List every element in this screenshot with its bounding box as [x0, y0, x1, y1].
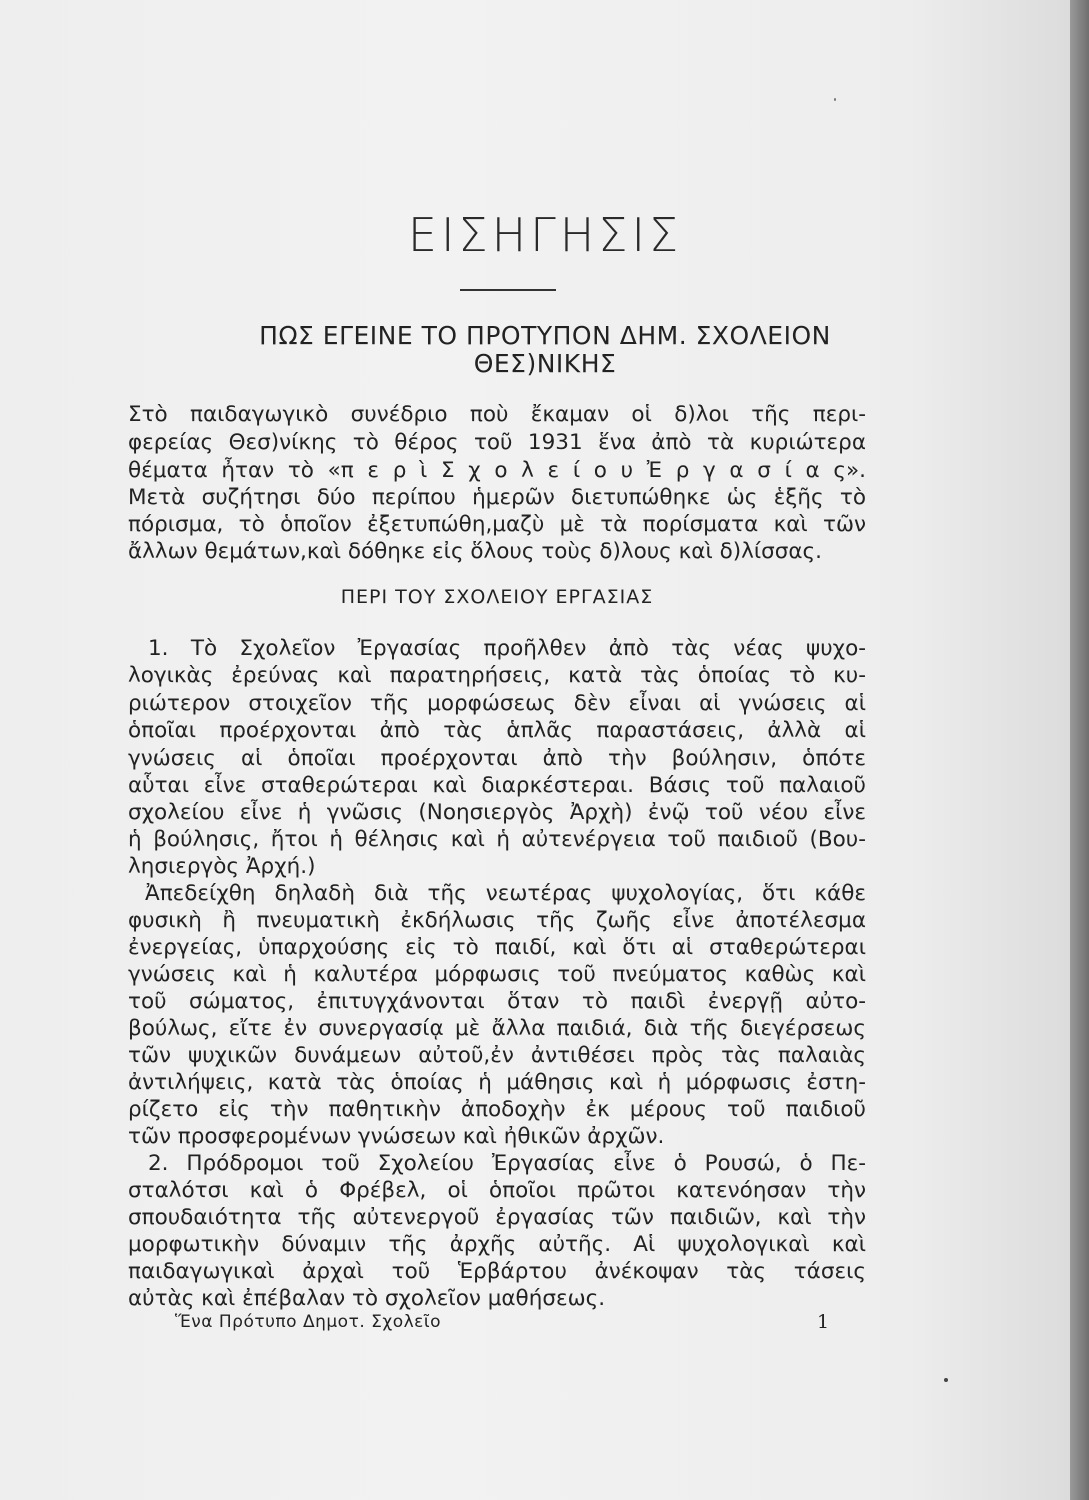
body-line: αὐτὰς καὶ ἐπέβαλαν τὸ σχολεῖον μαθήσεως. — [128, 1286, 606, 1311]
intro-line: ἄλλων θεμάτων,καὶ δόθηκε εἰς ὅλους τοὺς δ)λους καὶ δ)λίσσας. — [128, 539, 823, 564]
body-line: γνώσεις αἱ ὁποῖαι προέρχονται ἀπὸ τὴν βούλησιν, ὁπότε — [128, 746, 866, 771]
body-line: ὁποῖαι προέρχονται ἀπὸ τὰς ἁπλᾶς παραστάσεις, ἀλλὰ αἱ — [128, 718, 866, 743]
page-edge-shadow — [1070, 0, 1089, 1500]
section-heading: ΠΕΡΙ ΤΟΥ ΣΧΟΛΕΙΟΥ ΕΡΓΑΣΙΑΣ — [340, 586, 654, 608]
body-line: σχολείου εἶνε ἡ γνῶσις (Νοησιεργὸς Ἀρχὴ) ἐνῷ τοῦ νέου εἶνε — [128, 800, 866, 825]
page-number: 1 — [817, 1311, 830, 1333]
body-line: παιδαγωγικαὶ ἀρχαὶ τοῦ Ἑρβάρτου ἀνέκοψαν τὰς τάσεις — [128, 1259, 866, 1284]
body-line: γνώσεις καὶ ἡ καλυτέρα μόρφωσις τοῦ πνεύματος καθὼς καὶ — [128, 962, 866, 987]
body-line: λησιεργὸς Ἀρχή.) — [128, 854, 316, 879]
body-line: φυσικὴ ἢ πνευματικὴ ἐκδήλωσις τῆς ζωῆς εἶνε ἀποτέλεσμα — [128, 908, 866, 933]
body-line: αὗται εἶνε σταθερώτεραι καὶ διαρκέστεραι. Βάσις τοῦ παλαιοῦ — [128, 773, 866, 798]
body-line: μορφωτικὴν δύναμιν τῆς ἀρχῆς αὐτῆς. Αἱ ψυχολογικαὶ καὶ — [128, 1232, 866, 1257]
paper-speck — [944, 1378, 948, 1382]
subtitle-line-2: ΘΕΣ)ΝΙΚΗΣ — [473, 349, 617, 378]
body-line: τῶν ψυχικῶν δυνάμεων αὐτοῦ,ἐν ἀντιθέσει πρὸς τὰς παλαιὰς — [128, 1043, 866, 1068]
body-line: 1. Τὸ Σχολεῖον Ἐργασίας προῆλθεν ἀπὸ τὰς νέας ψυχο- — [148, 636, 866, 661]
subtitle-line-1: ΠΩΣ ΕΓΕΙΝΕ ΤΟ ΠΡΟΤΥΠΟΝ ΔΗΜ. ΣΧΟΛΕΙΟΝ — [259, 321, 831, 350]
body-line: ρίζετο εἰς τὴν παθητικὴν ἀποδοχὴν ἐκ μέρους τοῦ παιδιοῦ — [128, 1097, 866, 1122]
intro-line: Μετὰ συζήτησι δύο περίπου ἡμερῶν διετυπώθηκε ὡς ἑξῆς τὸ — [128, 485, 866, 510]
page-title: ΕΙΣΗΓΗΣΙΣ — [407, 208, 683, 262]
body-line: ἐνεργείας, ὑπαρχούσης εἰς τὸ παιδί, καὶ ὅτι αἱ σταθερώτεραι — [128, 935, 866, 960]
footer-signature: Ἕνα Πρότυπο Δημοτ. Σχολεῖο — [175, 1312, 441, 1332]
body-line: 2. Πρόδρομοι τοῦ Σχολείου Ἐργασίας εἶνε ὁ Ρουσώ, ὁ Πε- — [148, 1151, 866, 1176]
body-line: σπουδαιότητα τῆς αὐτενεργοῦ ἐργασίας τῶν παιδιῶν, καὶ τὴν — [128, 1205, 866, 1230]
body-line: σταλότσι καὶ ὁ Φρέβελ, οἱ ὁποῖοι πρῶτοι κατενόησαν τὴν — [128, 1178, 866, 1203]
paper-speck — [834, 98, 836, 101]
title-divider — [460, 289, 556, 291]
body-line: ἀντιλήψεις, κατὰ τὰς ὁποίας ἡ μάθησις καὶ ἡ μόρφωσις ἐστη- — [128, 1070, 866, 1095]
intro-line: Στὸ παιδαγωγικὸ συνέδριο ποὺ ἔκαμαν οἱ δ)λοι τῆς περι- — [128, 402, 866, 427]
intro-line: θέματα ἦταν τὸ «π ε ρ ὶ Σ χ ο λ ε ί ο υ Ἐ ρ γ α σ ί α ς». — [128, 458, 866, 483]
body-line: ριώτερον στοιχεῖον τῆς μορφώσεως δὲν εἶναι αἱ γνώσεις αἱ — [128, 691, 866, 716]
body-line: λογικὰς ἐρεύνας καὶ παρατηρήσεις, κατὰ τὰς ὁποίας τὸ κυ- — [128, 663, 866, 688]
body-line: τοῦ σώματος, ἐπιτυγχάνονται ὅταν τὸ παιδὶ ἐνεργῇ αὐτο- — [128, 989, 866, 1014]
body-line: ἡ βούλησις, ἤτοι ἡ θέλησις καὶ ἡ αὐτενέργεια τοῦ παιδιοῦ (Βου- — [128, 827, 866, 852]
body-line: βούλως, εἴτε ἐν συνεργασίᾳ μὲ ἄλλα παιδιά, διὰ τῆς διεγέρσεως — [128, 1016, 866, 1041]
body-line: Ἀπεδείχθη δηλαδὴ διὰ τῆς νεωτέρας ψυχολογίας, ὅτι κάθε — [145, 881, 866, 906]
intro-line: πόρισμα, τὸ ὁποῖον ἐξετυπώθη,μαζὺ μὲ τὰ πορίσματα καὶ τῶν — [128, 512, 866, 537]
body-line: τῶν προσφερομένων γνώσεων καὶ ἠθικῶν ἀρχῶν. — [128, 1124, 665, 1149]
intro-line: φερείας Θεσ)νίκης τὸ θέρος τοῦ 1931 ἕνα ἀπὸ τὰ κυριώτερα — [128, 430, 866, 455]
